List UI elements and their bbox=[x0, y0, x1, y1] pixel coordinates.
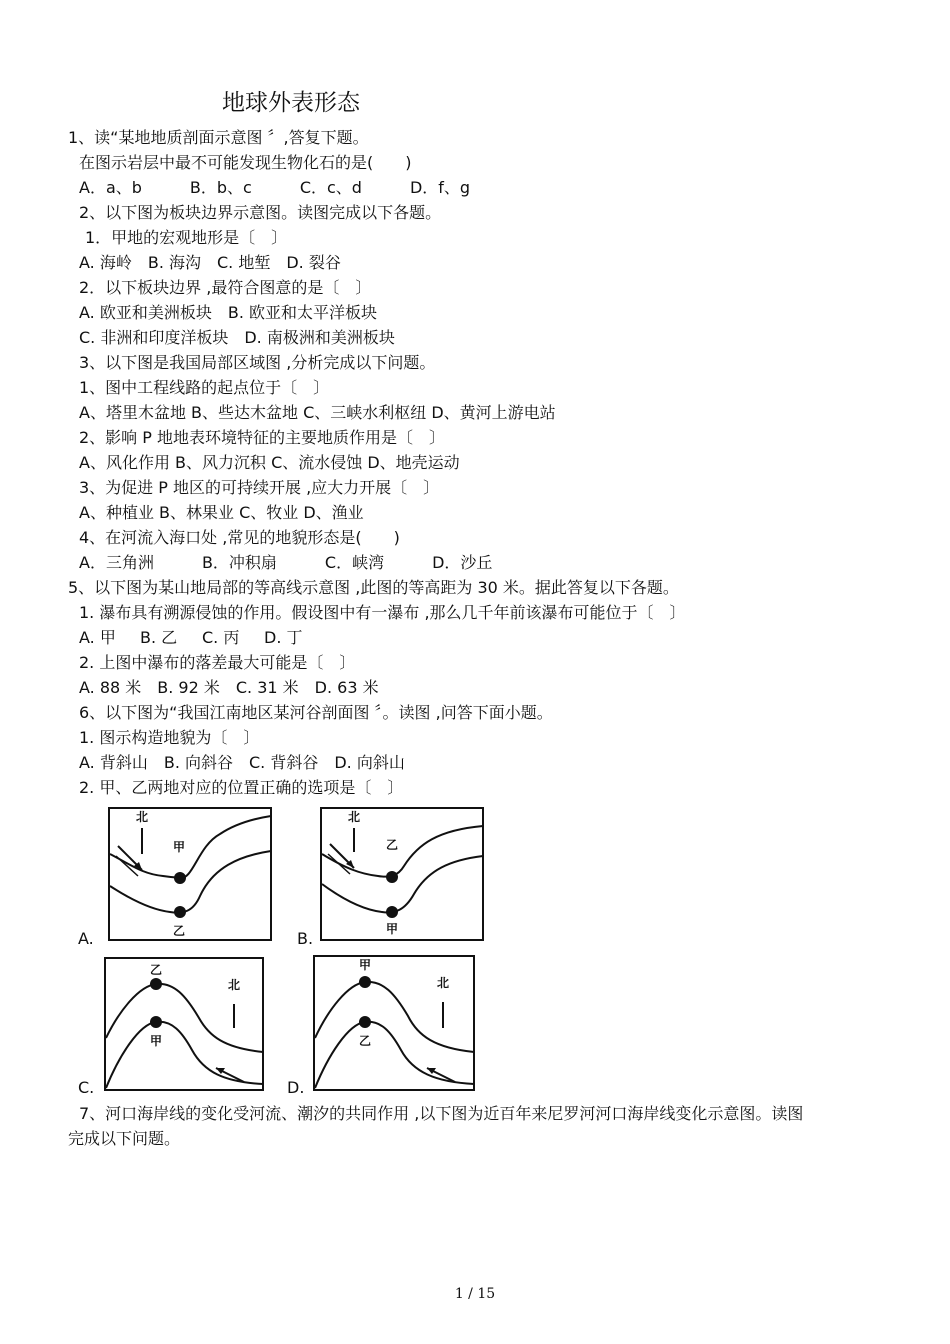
point-yi bbox=[359, 1016, 371, 1028]
q6-2-question: 2. 甲、乙两地对应的位置正确的选项是〔 〕 bbox=[79, 778, 404, 797]
q3-2-options: A、风化作用 B、风力沉积 C、流水侵蚀 D、地壳运动 bbox=[79, 453, 460, 472]
q2-stem: 2、以下图为板块边界示意图。读图完成以下各题。 bbox=[79, 203, 442, 222]
figure-c bbox=[104, 956, 266, 1092]
figure-d bbox=[313, 954, 477, 1092]
figure-label-b: B. bbox=[297, 929, 314, 948]
q5-2-options: A. 88 米 B. 92 米 C. 31 米 D. 63 米 bbox=[79, 678, 379, 697]
q2-2-question: 2．以下板块边界 ,最符合图意的是〔 〕 bbox=[79, 278, 372, 297]
jia-label: 甲 bbox=[173, 840, 186, 854]
q2-2-options-cd: C. 非洲和印度洋板块 D. 南极洲和美洲板块 bbox=[79, 328, 395, 347]
q3-3-question: 3、为促进 P 地区的可持续开展 ,应大力开展〔 〕 bbox=[79, 478, 440, 497]
q4-options: A．三角洲 B．冲积扇 C．峡湾 D．沙丘 bbox=[79, 553, 493, 572]
north-label: 北 bbox=[136, 810, 149, 824]
jia-label: 甲 bbox=[150, 1034, 163, 1048]
q5-1-question: 1. 瀑布具有溯源侵蚀的作用。假设图中有一瀑布 ,那么几千年前该瀑布可能位于〔 〕 bbox=[79, 603, 686, 622]
point-jia bbox=[150, 1016, 162, 1028]
q5-1-option-b: B. 乙 bbox=[140, 628, 178, 647]
q1-question: 在图示岩层中最不可能发现生物化石的是( ) bbox=[79, 153, 412, 172]
q2-2-options-ab: A. 欧亚和美洲板块 B. 欧亚和太平洋板块 bbox=[79, 303, 377, 322]
north-label: 北 bbox=[437, 976, 450, 990]
q5-1-option-d: D. 丁 bbox=[264, 628, 303, 647]
point-jia bbox=[386, 906, 398, 918]
north-label: 北 bbox=[348, 810, 361, 824]
figure-a bbox=[108, 806, 274, 942]
page-title: 地球外表形态 bbox=[222, 90, 360, 116]
q4-question: 4、在河流入海口处 ,常见的地貌形态是( ) bbox=[79, 528, 400, 547]
figure-label-a: A. bbox=[78, 929, 94, 948]
q5-1-option-a: A. 甲 bbox=[79, 628, 116, 647]
point-yi bbox=[386, 871, 398, 883]
q5-1-option-c: C. 丙 bbox=[202, 628, 240, 647]
q5-2-question: 2. 上图中瀑布的落差最大可能是〔 〕 bbox=[79, 653, 356, 672]
q3-1-question: 1、图中工程线路的起点位于〔 〕 bbox=[79, 378, 330, 397]
page-number: 1 / 15 bbox=[454, 1286, 496, 1302]
q2-1-options: A. 海岭 B. 海沟 C. 地堑 D. 裂谷 bbox=[79, 253, 341, 272]
figure-b bbox=[320, 806, 486, 942]
q6-1-question: 1. 图示构造地貌为〔 〕 bbox=[79, 728, 260, 747]
yi-label: 乙 bbox=[359, 1034, 372, 1048]
q1-stem: 1、读“某地地质剖面示意图 〞,答复下题。 bbox=[68, 128, 369, 147]
q3-stem: 3、以下图是我国局部区域图 ,分析完成以下问题。 bbox=[79, 353, 436, 372]
point-yi bbox=[150, 978, 162, 990]
yi-label: 乙 bbox=[150, 963, 163, 977]
figure-label-d: D. bbox=[287, 1078, 305, 1097]
figure-label-c: C. bbox=[78, 1078, 95, 1097]
q1-options: A．a、b B．b、c C．c、d D．f、g bbox=[79, 178, 471, 197]
q7-stem-line1: 7、河口海岸线的变化受河流、潮汐的共同作用 ,以下图为近百年来尼罗河河口海岸线变化示意图。读图 bbox=[79, 1104, 804, 1123]
point-jia bbox=[174, 872, 186, 884]
q6-1-options: A. 背斜山 B. 向斜谷 C. 背斜谷 D. 向斜山 bbox=[79, 753, 405, 772]
q6-stem: 6、以下图为“我国江南地区某河谷剖面图 〞。读图 ,问答下面小题。 bbox=[79, 703, 553, 722]
jia-label: 甲 bbox=[386, 922, 399, 936]
q3-1-options: A、塔里木盆地 B、些达木盆地 C、三峡水利枢纽 D、黄河上游电站 bbox=[79, 403, 556, 422]
q3-3-options: A、种植业 B、林果业 C、牧业 D、渔业 bbox=[79, 503, 364, 522]
q7-stem-line2: 完成以下问题。 bbox=[68, 1129, 181, 1148]
q2-1-question: 1．甲地的宏观地形是〔 〕 bbox=[85, 228, 288, 247]
jia-label: 甲 bbox=[359, 958, 372, 972]
point-jia bbox=[359, 976, 371, 988]
point-yi bbox=[174, 906, 186, 918]
q5-stem: 5、以下图为某山地局部的等高线示意图 ,此图的等高距为 30 米。据此答复以下各题。 bbox=[68, 578, 679, 597]
q3-2-question: 2、影响 P 地地表环境特征的主要地质作用是〔 〕 bbox=[79, 428, 446, 447]
yi-label: 乙 bbox=[386, 838, 399, 852]
yi-label: 乙 bbox=[173, 924, 186, 938]
north-label: 北 bbox=[228, 978, 241, 992]
